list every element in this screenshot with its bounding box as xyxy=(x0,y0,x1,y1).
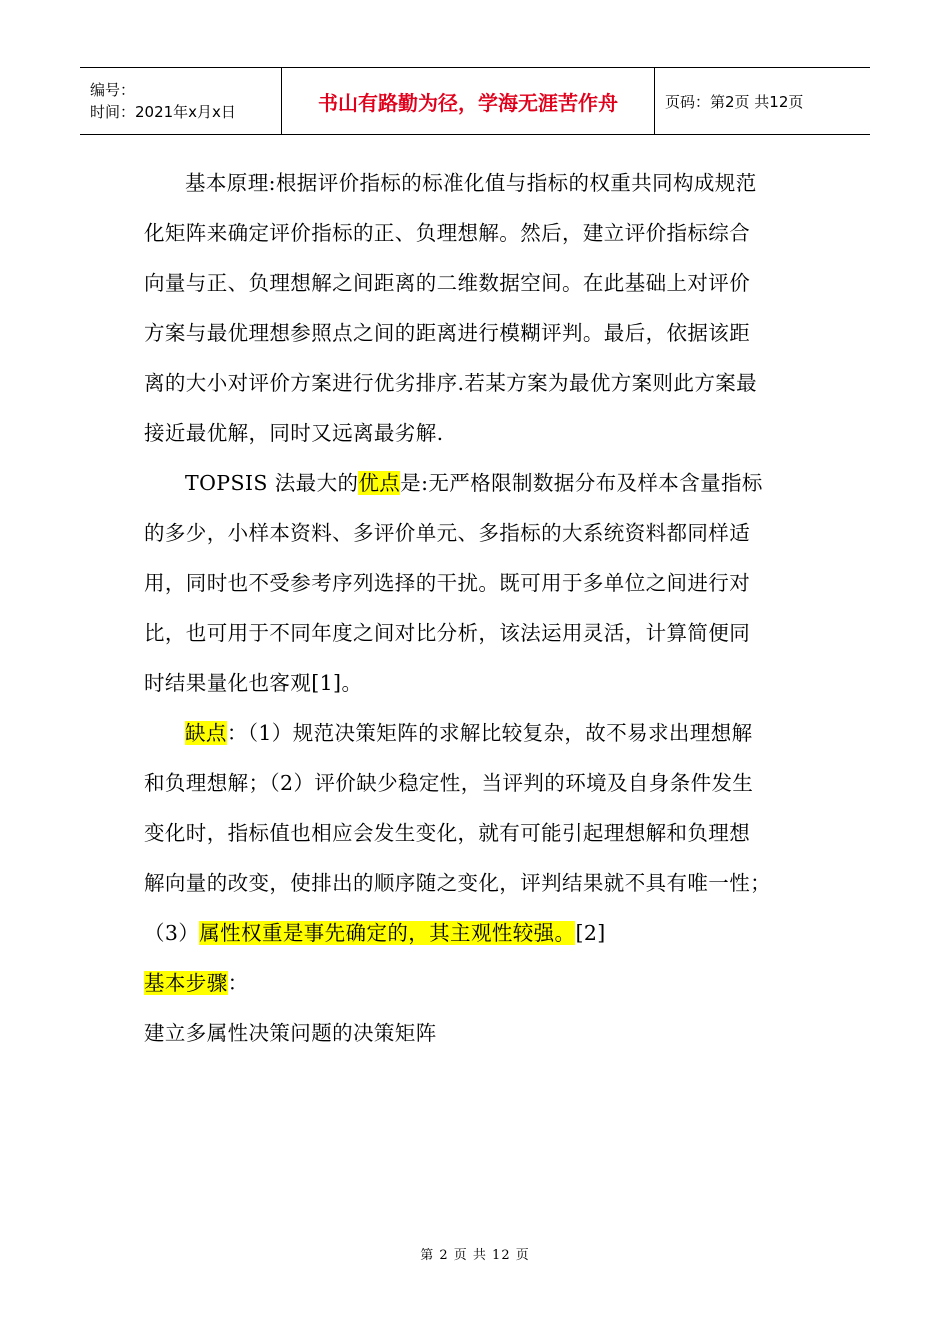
highlight-steps: 基本步骤 xyxy=(144,971,228,995)
text-line: 用，同时也不受参考序列选择的干扰。既可用于多单位之间进行对 xyxy=(144,571,751,595)
paragraph-disadvantages xyxy=(144,708,814,958)
header-page-label: 页码：第2页 共12页 xyxy=(665,92,804,111)
steps-heading xyxy=(144,958,814,1008)
highlight-disadvantage: 缺点 xyxy=(185,721,227,745)
time-label: 时间：2021年x月x日 xyxy=(90,103,236,121)
number-label: 编号： xyxy=(90,81,136,99)
text-line xyxy=(144,708,814,758)
header-info-cell xyxy=(80,68,282,134)
highlight-weights: 属性权重是事先确定的，其主观性较强。 xyxy=(199,921,576,945)
text-line xyxy=(144,908,814,958)
text-segment: ：（1）规范决策矩阵的求解比较复杂，故不易求出理想解 xyxy=(226,721,753,745)
text-line: 接近最优解，同时又远离最劣解. xyxy=(144,421,444,445)
text-line: 向量与正、负理想解之间距离的二维数据空间。在此基础上对评价 xyxy=(144,271,751,295)
highlight-advantage: 优点 xyxy=(358,471,401,495)
text-line xyxy=(144,458,814,508)
document-body xyxy=(144,158,814,1058)
text-segment: （3） xyxy=(144,921,200,945)
header-table xyxy=(80,67,870,135)
paragraph-principle xyxy=(144,158,814,458)
text-line: 方案与最优理想参照点之间的距离进行模糊评判。最后，依据该距 xyxy=(144,321,751,345)
text-segment: ： xyxy=(227,971,249,995)
text-line: 化矩阵来确定评价指标的正、负理想解。然后，建立评价指标综合 xyxy=(144,221,751,245)
text-line: 基本原理:根据评价指标的标准化值与指标的权重共同构成规范 xyxy=(185,171,757,195)
page-footer: 第 2 页 共 12 页 xyxy=(420,1248,530,1263)
text-segment: 是:无严格限制数据分布及样本含量指标 xyxy=(400,471,763,495)
text-line: 离的大小对评价方案进行优劣排序.若某方案为最优方案则此方案最 xyxy=(144,371,758,395)
header-motto: 书山有路勤为径，学海无涯苦作舟 xyxy=(282,68,655,134)
text-segment: TOPSIS 法最大的 xyxy=(185,471,359,495)
text-line: 时结果量化也客观[1]。 xyxy=(144,671,363,695)
text-line: 和负理想解；（2）评价缺少稳定性，当评判的环境及自身条件发生 xyxy=(144,771,754,795)
text-line: 比，也可用于不同年度之间对比分析，该法运用灵活，计算简便同 xyxy=(144,621,751,645)
text-line: 的多少，小样本资料、多评价单元、多指标的大系统资料都同样适 xyxy=(144,521,751,545)
step-1: 建立多属性决策问题的决策矩阵 xyxy=(144,1021,437,1045)
text-line: 变化时，指标值也相应会发生变化，就有可能引起理想解和负理想 xyxy=(144,821,751,845)
text-segment: [2] xyxy=(575,921,606,945)
paragraph-advantages xyxy=(144,458,814,708)
text-line: 解向量的改变，使排出的顺序随之变化，评判结果就不具有唯一性； xyxy=(144,871,771,895)
